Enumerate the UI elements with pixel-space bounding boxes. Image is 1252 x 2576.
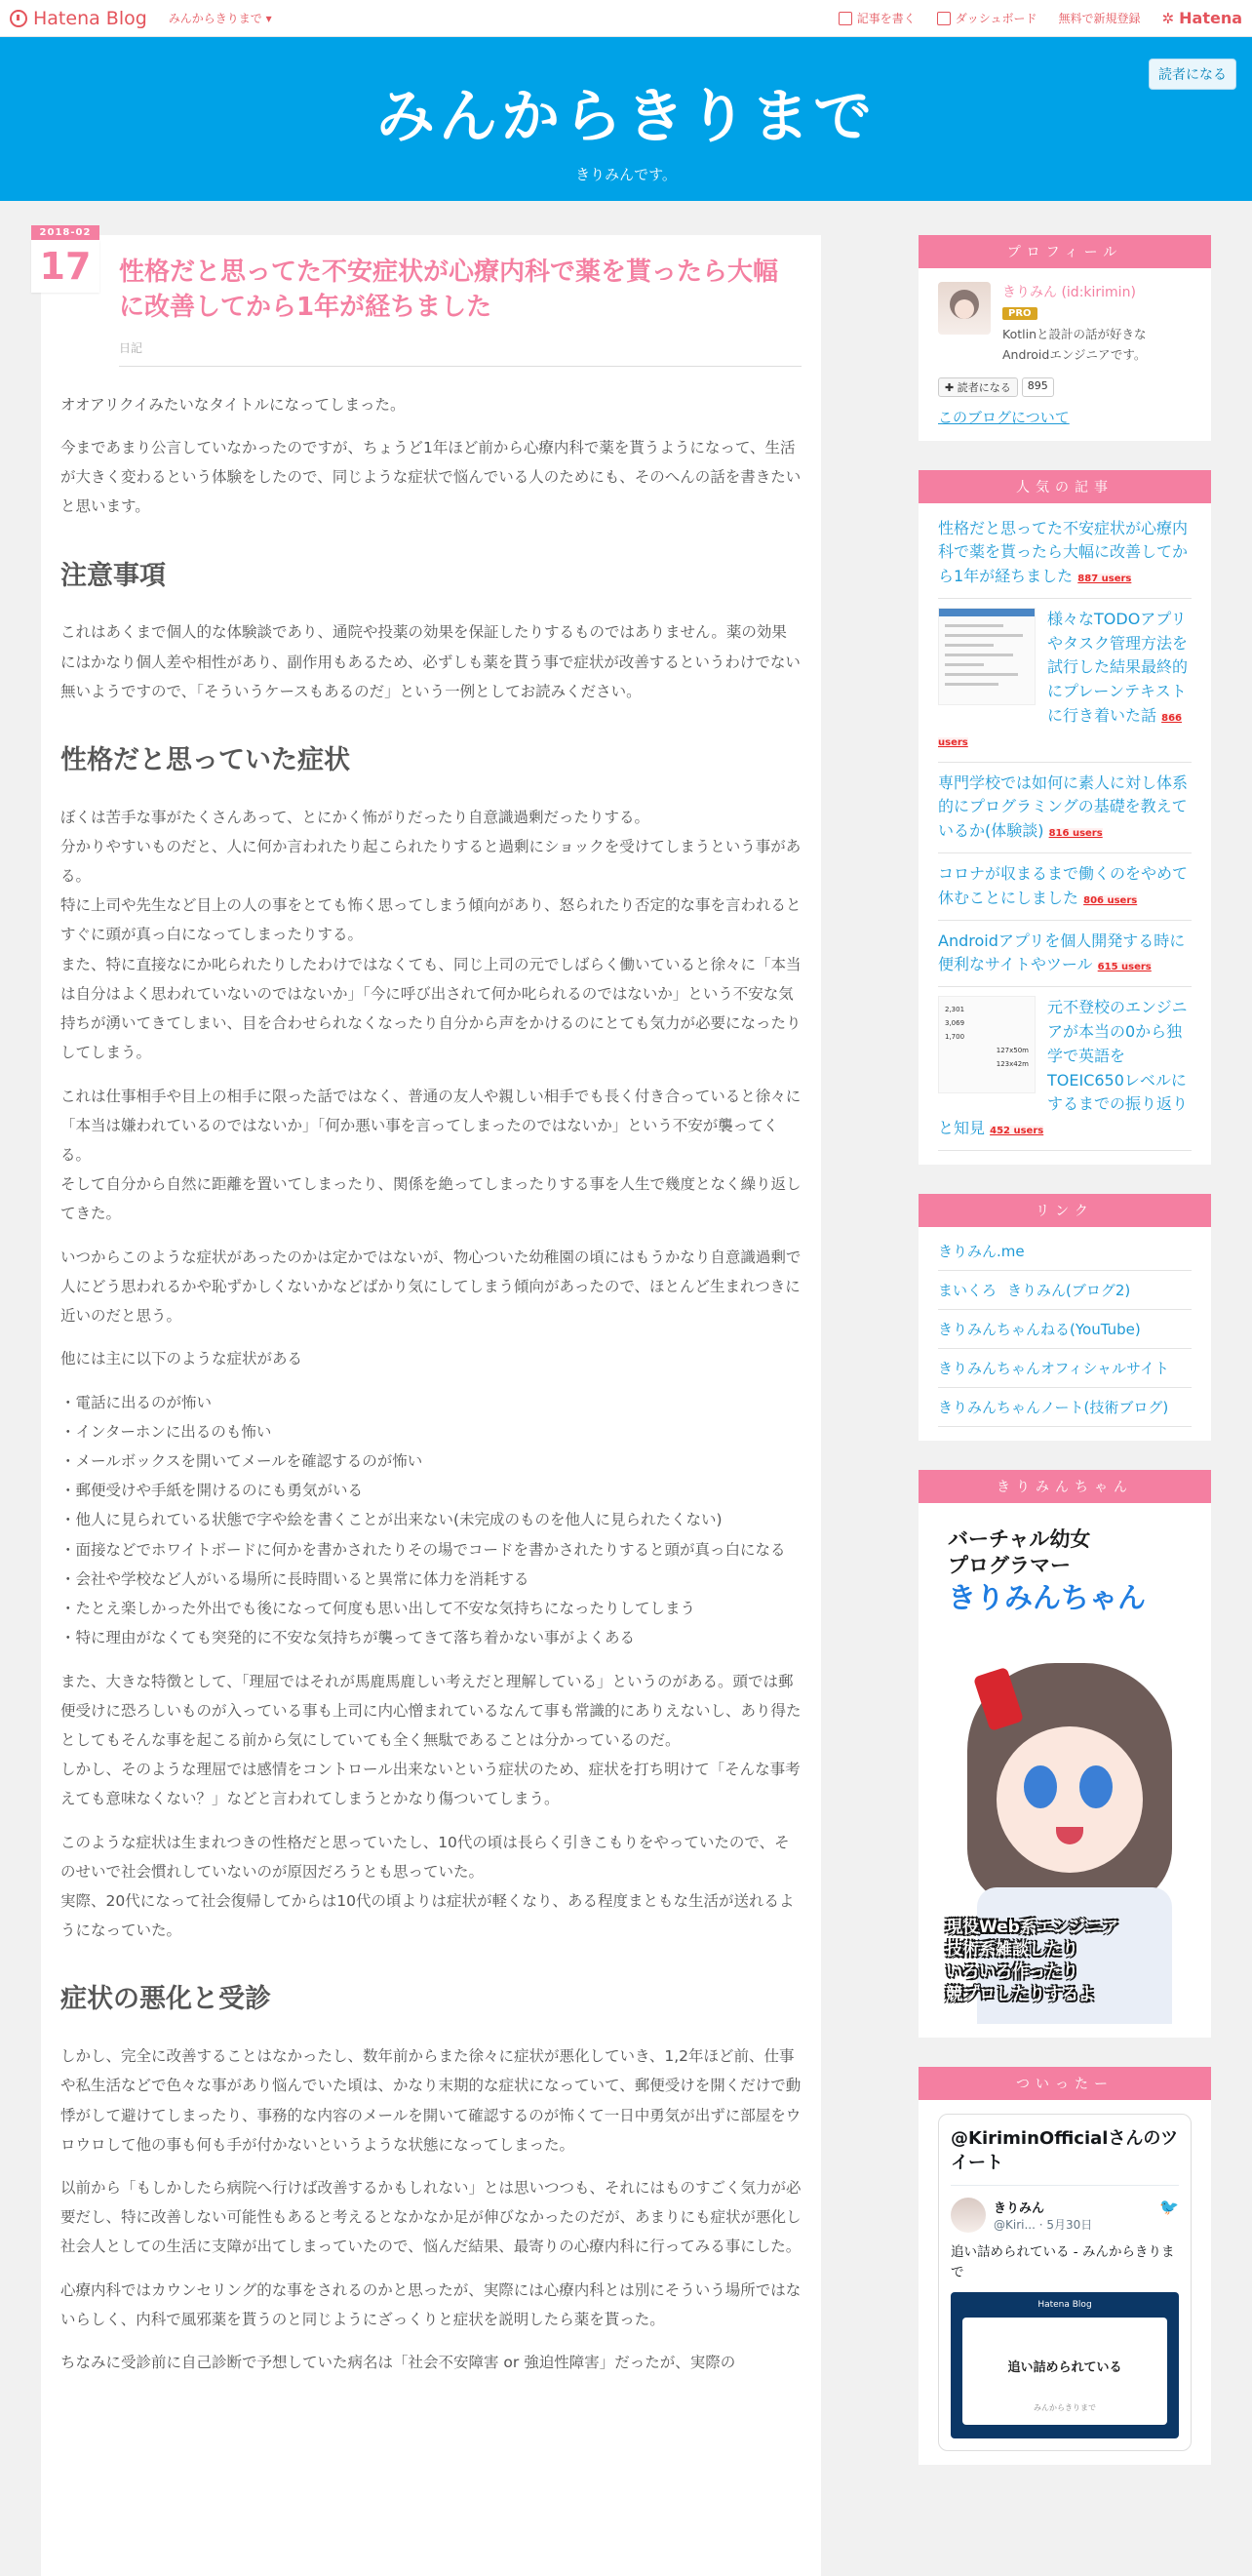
list-item: ・インターホンに出るのも怖い (60, 1422, 272, 1441)
kirimin-chan-bottom-text: 現役Web系エンジニア 技術系雑談したり いろいろ作ったり 競プロしたりするよ (946, 1918, 1119, 2004)
sidebar-link[interactable]: きりみんちゃんノート(技術ブログ) (938, 1388, 1192, 1427)
list-item: ・たとえ楽しかった外出でも後になって何度も思い出して不安な気持ちになったりしてしまう (60, 1600, 696, 1618)
twitter-bird-icon[interactable]: 🐦 (1159, 2198, 1179, 2217)
section-heading: 性格だと思っていた症状 (60, 744, 350, 775)
section-heading: 症状の悪化と受診 (60, 1984, 271, 2015)
section-heading: 注意事項 (60, 560, 166, 591)
symptom-list (60, 1388, 802, 1653)
sidebar-link[interactable]: きりみんちゃんオフィシャルサイト (938, 1349, 1192, 1388)
paragraph: ぼくは苦手な事がたくさんあって、とにかく怖がりだったり自意識過剰だったりする。 分かりやすいものだと、人に何か言われたり起こられたりすると過剰にショックを受けてしまうという事がある。 特に上司や先生など目上の人の事をとても怖く思ってしまう傾向があり、怒られたり否定的な事を言われるとすぐに頭が真っ白になってしまったりする。 また、特に直接なにか叱られたりしたわけではなくても、同じ上司の元でしばらく働いていると徐々に「本当は自分はよく思われていないのではないか」「今に呼び出されて何か叱られるのではないか」という不安な気持ちが湧いてきてしまい、目を合わせられなくなったり自分から声をかけるのにとても気力が必要になったりしてしまう。 (60, 808, 802, 1062)
tweet-handle-date[interactable]: @Kiri... · 5月30日 (994, 2218, 1093, 2233)
hatena-blog-logo[interactable] (10, 8, 147, 29)
profile-id-link[interactable]: きりみん (id:kirimin) (1002, 285, 1136, 300)
sidebar (919, 235, 1211, 2576)
popular-entry[interactable]: 2,301 3,069 1,700 127x50m 123x42m 元不登校のエンジニアが本当の0から独学で英語をTOEIC650レベルにするまでの振り返りと知見 452 users (938, 987, 1192, 1151)
list-item: ・他人に見られている状態で字や絵を書くことが出来ない(未完成のものを他人に見られたくない) (60, 1511, 723, 1529)
tweet-link-card[interactable]: Hatena Blog 追い詰められている みんからきりまで (951, 2292, 1179, 2438)
paragraph: 今まであまり公言していなかったのですが、ちょうど1年ほど前から心療内科で薬を貰うようになって、生活が大きく変わるという体験をしたので、同じような症状で悩んでいる人のためにも、そのへんの話を書きたいと思います。 (60, 439, 802, 516)
hatena-logo-icon (10, 10, 27, 27)
kirimin-chan-module (919, 1470, 1211, 2038)
bookmark-users-badge[interactable]: 887 users (1077, 574, 1132, 585)
logo-text: Hatena Blog (33, 7, 147, 29)
bookmark-users-badge[interactable]: 452 users (990, 1126, 1044, 1137)
follow-button[interactable]: ✚ 読者になる (938, 377, 1018, 397)
entry-date[interactable] (31, 225, 99, 293)
timeline-header[interactable]: @KiriminOfficialさんのツイート (951, 2126, 1179, 2186)
popular-entry[interactable]: 様々なTODOアプリやタスク管理方法を試行した結果最終的にプレーンテキストに行き着いた話 866 users (938, 599, 1192, 763)
paragraph: ちなみに受診前に自己診断で予想していた病名は「社会不安障害 or 強迫性障害」だったが、実際の (60, 2354, 736, 2372)
paragraph: このような症状は生まれつきの性格だと思っていたし、10代の頃は長らく引きこもりをやっていたので、そのせいで社会慣れしていないのが原因だろうとも思っていた。 実際、20代になって社会復帰してからは10代の頃よりは症状が軽くなり、ある程度まともな生活が送れるようになっていた。 (60, 1833, 795, 1940)
hatena-star-icon: ✲ (1161, 9, 1175, 27)
module-title: きりみんちゃん (919, 1470, 1211, 1503)
entry-article (39, 227, 821, 2576)
popular-entry[interactable]: コロナが収まるまで働くのをやめて休むことにしました 806 users (938, 853, 1192, 921)
popular-entry[interactable]: Androidアプリを個人開発する時に便利なサイトやツール 615 users (938, 921, 1192, 988)
pro-badge: PRO (1002, 307, 1037, 320)
paragraph: これは仕事相手や目上の相手に限った話ではなく、普通の友人や親しい相手でも長く付き合っていると徐々に「本当は嫌われているのではないか」「何か悪い事を言ってしまったのではないか」という不安が襲ってくる。 そして自分から自然に距離を置いてしまったり、関係を絶ってしまったりする事を人生で幾度となく繰り返してきた。 (60, 1087, 802, 1223)
list-item: ・メールボックスを開いてメールを確認するのが怖い (60, 1451, 423, 1470)
popular-entry[interactable]: 専門学校では如何に素人に対し体系的にプログラミングの基礎を教えているか(体験談) 816 users (938, 763, 1192, 853)
module-title: 人気の記事 (919, 470, 1211, 503)
module-title: プロフィール (919, 235, 1211, 268)
tweet-author-name[interactable]: きりみん (994, 2201, 1045, 2217)
bookmark-users-badge[interactable]: 816 users (1048, 828, 1103, 840)
paragraph: オオアリクイみたいなタイトルになってしまった。 (60, 395, 406, 414)
kirimin-chan-image[interactable] (938, 1517, 1192, 2024)
avatar[interactable] (951, 2198, 986, 2233)
bookmark-users-badge[interactable]: 866 users (938, 713, 1182, 748)
entry-category[interactable]: 日記 (119, 340, 143, 355)
list-item: ・電話に出るのが怖い (60, 1393, 213, 1411)
profile-description: Kotlinと設計の話が好きなAndroidエンジニアです。 (1002, 327, 1147, 363)
paragraph: いつからこのような症状があったのかは定かではないが、物心ついた幼稚園の頃にはもうかなり自意識過剰で人にどう思われるかや恥ずかしくないかなどばかり気にしてしまう傾向があったので、ほとんど生まれつきに近いのだと思う。 (60, 1248, 802, 1326)
kirimin-chan-caption: バーチャル幼女 プログラマー きりみんちゃん (948, 1527, 1147, 1614)
sidebar-link[interactable]: きりみんちゃんねる(YouTube) (938, 1310, 1192, 1349)
blog-switcher[interactable]: みんからきりまで ▾ (168, 12, 272, 25)
paragraph: これはあくまで個人的な体験談であり、通院や投薬の効果を保証したりするものではありません。薬の効果にはかなり個人差や相性があり、副作用もあるため、必ずしも薬を貰う事で症状が改善するというわけでない無いようですので、「そういうケースもあるのだ」という一例としてお読みください。 (60, 623, 801, 700)
list-item: ・会社や学校など人がいる場所に長時間いると異常に体力を消耗する (60, 1569, 529, 1588)
sidebar-link[interactable]: まいくろ⠀きりみん(ブログ2) (938, 1271, 1192, 1310)
entry-content (60, 367, 802, 2378)
paragraph: 他には主に以下のような症状がある (60, 1350, 303, 1368)
entry-date-day: 17 (31, 240, 99, 293)
blog-description: きりみんです。 (575, 166, 677, 183)
signup-link[interactable]: 無料で新規登録 (1058, 12, 1141, 25)
list-item: ・郵便受けや手紙を開けるのにも勇気がいる (60, 1482, 364, 1500)
module-title: ついったー (919, 2067, 1211, 2100)
links-module (919, 1194, 1211, 1441)
sidebar-link[interactable]: きりみん.me (938, 1241, 1192, 1271)
list-item: ・面接などでホワイトボードに何かを書かされたりその場でコードを書かされたりすると頭が真っ白になる (60, 1540, 786, 1559)
paragraph: また、大きな特徴として、「理屈ではそれが馬鹿馬鹿しい考えだと理解している」というのがある。頭では郵便受けに恐ろしいものが入っている事も上司に内心憎まれているなんて事も常識的にありえないし、あり得たとしてもそんな事を起こる前から気にしていても全く無駄であることは分かっているのだ。 しかし、そのような理屈では感情をコントロール出来ないという症状のため、症状を打ち明けて「そんな事考えても意味なくない？」などと言われてしまうとかなり傷ついてしまう。 (60, 1672, 802, 1808)
bookmark-users-badge[interactable]: 615 users (1097, 962, 1152, 973)
blog-title-area (0, 37, 1252, 201)
paragraph: しかし、完全に改善することはなかったし、数年前からまた徐々に症状が悪化していき、1,2年ほど前、仕事や私生活などで色々な事があり悩んでいた頃は、かなり末期的な症状になっていて、郵便受けを開くだけで動悸がして避けてしまったり、事務的な内容のメールを開いて確認するのが怖くて一日中勇気が出ずに部屋をウロウロして他の事も何も手が付かないというような状態になってしまった。 (60, 2047, 802, 2154)
dashboard-icon (937, 12, 951, 25)
list-item: ・特に理由がなくても突発的に不安な気持ちが襲ってきて落ち着かない事がよくある (60, 1629, 636, 1647)
tweet-text: 追い詰められている - みんからきりまで (951, 2244, 1175, 2280)
profile-module (919, 235, 1211, 441)
module-title: リンク (919, 1194, 1211, 1227)
paragraph: 心療内科ではカウンセリング的な事をされるのかと思ったが、実際には心療内科とは別にそういう場所ではないらしく、内科で風邪薬を貰うのと同じようにざっくりと症状を説明したら薬を貰った。 (60, 2280, 802, 2328)
subscribe-button[interactable]: 読者になる (1149, 59, 1236, 90)
twitter-timeline[interactable] (938, 2114, 1192, 2451)
follower-count: 895 (1022, 377, 1054, 397)
twitter-module (919, 2067, 1211, 2465)
entry-title[interactable]: 性格だと思ってた不安症状が心療内科で薬を貰ったら大幅に改善してから1年が経ちました (119, 258, 779, 323)
hatena-link[interactable]: ✲ Hatena (1161, 9, 1242, 27)
avatar[interactable] (938, 282, 991, 335)
popular-entry[interactable]: 性格だと思ってた不安症状が心療内科で薬を貰ったら大幅に改善してから1年が経ちました 887 users (938, 517, 1192, 599)
dashboard-link[interactable]: ダッシュボード (937, 10, 1037, 26)
blog-title[interactable]: みんからきりまで (376, 83, 876, 151)
pencil-icon (839, 12, 852, 25)
paragraph: 以前から「もしかしたら病院へ行けば改善するかもしれない」とは思いつつも、それにはものすごく気力が必要だし、特に改善しない可能性もあると考えるとなかなか足が伸びなかったのだが、あまりにも症状が悪化し社会人としての生活に支障が出てしまっていたので、悩んだ結果、最寄りの心療内科に行ってみる事にした。 (60, 2178, 802, 2256)
about-blog-link[interactable]: このブログについて (938, 408, 1070, 426)
entry-header (119, 235, 802, 367)
entry-date-month: 2018-02 (31, 225, 99, 240)
write-entry-link[interactable]: 記事を書く (839, 10, 916, 26)
popular-module (919, 470, 1211, 1166)
entry-thumbnail[interactable]: 2,301 3,069 1,700 127x50m 123x42m (938, 996, 1036, 1093)
global-header (0, 0, 1252, 37)
entry-thumbnail[interactable] (938, 608, 1036, 705)
bookmark-users-badge[interactable]: 806 users (1083, 894, 1138, 906)
